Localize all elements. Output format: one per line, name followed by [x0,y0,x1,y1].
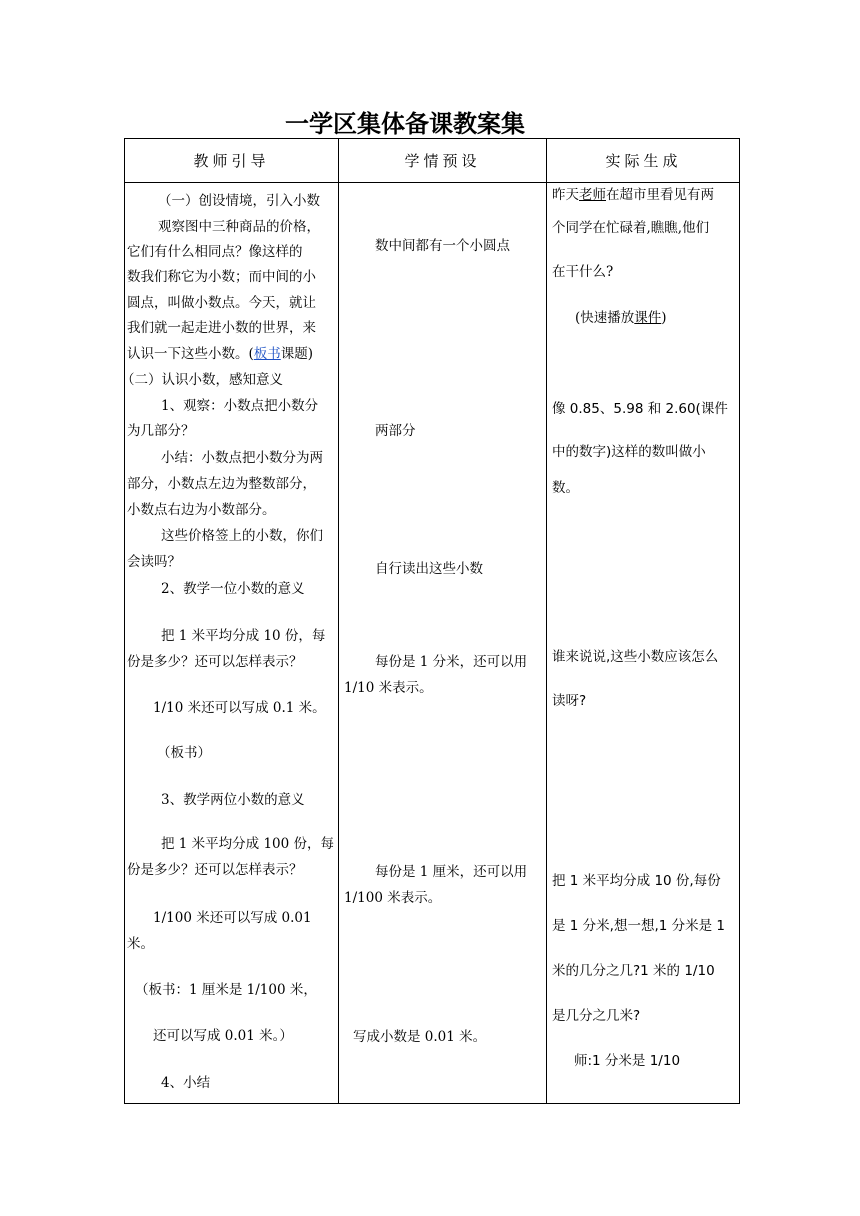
text-line: 份是多少？还可以怎样表示？ [127,654,303,670]
text-line: （二）认识小数，感知意义 [121,372,283,388]
text-line: 它们有什么相同点？像这样的 [127,244,303,260]
text-line: 小结：小数点把小数分为两 [161,450,323,466]
text-line: 1/100 米表示。 [344,890,442,906]
text-line: 把 1 米平均分成 10 份,每份 [552,873,721,889]
text-line: 会读吗？ [127,554,181,570]
text-line: 1/100 米还可以写成 0.01 [153,910,312,926]
board-writing-link[interactable]: 板书 [253,346,281,362]
text-line: 两部分 [375,423,416,439]
text-segment: 课题) [280,346,314,362]
text-line: 把 1 米平均分成 10 份，每 [161,628,326,644]
text-line [552,186,714,204]
text-line: 4、小结 [161,1075,211,1091]
text-line: （板书：1 厘米是 1/100 米， [135,982,317,998]
text-line: 自行读出这些小数 [375,561,483,577]
text-line: 数我们称它为小数；而中间的小 [127,269,316,285]
text-line: 在干什么? [552,264,614,280]
text-line: 每份是 1 分米，还可以用 [375,654,528,670]
text-line: 我们就一起走进小数的世界，来 [127,320,316,336]
text-line: 谁来说说,这些小数应该怎么 [552,649,719,665]
text-line: 观察图中三种商品的价格， [158,219,320,235]
text-segment: 认识一下这些小数。( [127,346,254,362]
text-segment: ) [661,310,667,326]
text-line: 1、观察：小数点把小数分 [161,398,319,414]
text-line: 1/10 米表示。 [344,680,433,696]
column-divider-1 [338,139,339,1103]
text-line: 写成小数是 0.01 米。 [353,1029,487,1045]
text-line: 这些价格签上的小数，你们 [161,528,323,544]
text-line: （一）创设情境，引入小数 [158,193,320,209]
text-line: （板书） [157,745,211,761]
text-line [127,345,313,363]
text-line: 师:1 分米是 1/10 [574,1053,681,1069]
text-line: 每份是 1 厘米，还可以用 [375,864,528,880]
text-segment: 昨天 [552,187,579,203]
text-line: 份是多少？还可以怎样表示？ [127,862,303,878]
text-line: 米。 [127,936,154,952]
text-line: 米的几分之几?1 米的 1/10 [552,963,715,979]
header-student-preset: 学情预设 [404,152,481,170]
header-teacher-guidance: 教师引导 [193,152,270,170]
text-line: 部分，小数点左边为整数部分， [127,476,316,492]
column-divider-2 [546,139,547,1103]
text-segment: 老师 [579,187,606,203]
text-line: 1/10 米还可以写成 0.1 米。 [153,700,326,716]
document-title: 一学区集体备课教案集 [285,109,525,138]
header-actual-outcome: 实际生成 [605,152,682,170]
text-line: 读呀? [552,693,587,709]
text-line: 是几分之几米? [552,1008,641,1024]
text-line: 3、教学两位小数的意义 [161,792,305,808]
text-line: 圆点，叫做小数点。今天，就让 [127,295,316,311]
text-line [575,309,667,327]
text-line: 像 0.85、5.98 和 2.60(课件 [552,401,728,417]
lesson-plan-table [121,138,740,1104]
text-line: 个同学在忙碌着,瞧瞧,他们 [552,220,710,236]
text-segment: 课件 [634,310,662,326]
text-line: 是 1 分米,想一想,1 分米是 1 [552,918,726,934]
text-line: 为几部分？ [127,423,195,439]
text-line: 中的数字)这样的数叫做小 [552,444,706,460]
text-line: 2、教学一位小数的意义 [161,581,305,597]
text-segment: (快速播放 [575,310,635,326]
text-line: 还可以写成 0.01 米。） [153,1028,293,1044]
text-line: 数中间都有一个小圆点 [375,238,510,254]
text-line: 数。 [552,480,579,496]
text-line: 把 1 米平均分成 100 份，每 [161,836,335,852]
text-line: 小数点右边为小数部分。 [127,502,276,518]
text-segment: 在超市里看见有两 [606,187,714,203]
